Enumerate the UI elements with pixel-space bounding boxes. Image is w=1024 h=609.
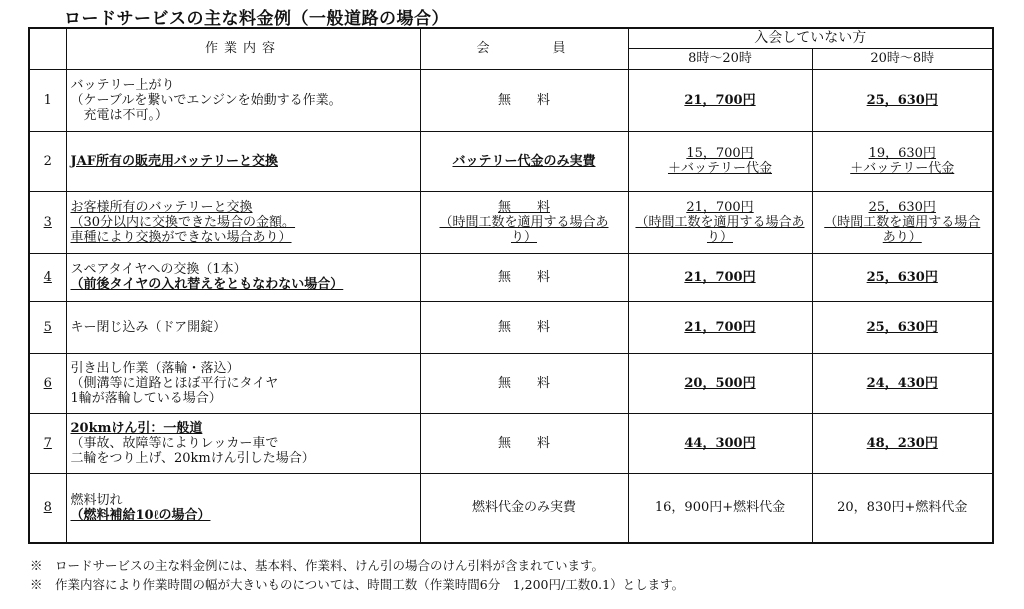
table-row [29, 69, 993, 131]
row-day [628, 69, 812, 131]
row-no: 7 [29, 413, 66, 473]
work-line: JAF所有の販売用バッテリーと交換 [70, 153, 278, 169]
work-line: 燃料切れ [70, 492, 123, 508]
work-line: 20kmけん引：一般道 [70, 420, 203, 436]
row-no: 6 [29, 353, 66, 413]
work-line: 1輪が落輪している場合） [70, 390, 222, 406]
row-night [812, 69, 993, 131]
night-fee: 25，630円 [866, 269, 938, 285]
night-fee-extra: ＋バッテリー代金 [850, 161, 955, 176]
work-line: （事故、故障等によりレッカー車で [70, 435, 279, 451]
row-work [66, 473, 420, 543]
row-work [66, 413, 420, 473]
member-fee: 燃料代金のみ実費 [471, 500, 576, 516]
table-row [29, 353, 993, 413]
work-line: お客様所有のバッテリーと交換 [70, 199, 253, 215]
table-row [29, 131, 993, 191]
row-member [420, 191, 628, 253]
row-member [420, 253, 628, 301]
row-member [420, 413, 628, 473]
row-work [66, 353, 420, 413]
day-fee-extra: ＋バッテリー代金 [667, 161, 772, 176]
table-row [29, 191, 993, 253]
member-fee: 無 料 [497, 319, 550, 335]
header-work: 作業内容 [66, 28, 420, 69]
header-member: 会 員 [420, 28, 628, 69]
row-day [628, 191, 812, 253]
fee-table [28, 27, 994, 544]
work-line: （前後タイヤの入れ替えをともなわない場合） [70, 277, 344, 292]
row-day [628, 413, 812, 473]
row-night [812, 353, 993, 413]
work-line: スペアタイヤへの交換（1本） [70, 262, 247, 277]
row-work [66, 301, 420, 353]
row-member [420, 131, 628, 191]
work-line: （燃料補給10ℓの場合） [70, 507, 211, 523]
member-note: り） [510, 229, 537, 245]
row-day [628, 353, 812, 413]
row-night [812, 191, 993, 253]
header-night: 20時～8時 [812, 48, 993, 69]
day-fee: 16，900円+燃料代金 [654, 500, 786, 516]
work-line: （ケーブルを繋いでエンジンを始動する作業。 [70, 92, 342, 108]
work-line: 引き出し作業（落輪・落込） [70, 360, 240, 376]
row-no: 1 [29, 69, 66, 131]
work-line: 充電は不可。） [70, 107, 169, 123]
night-fee: 19，630円 [868, 146, 936, 161]
night-note: （時間工数を適用する場合 [824, 214, 981, 230]
row-night [812, 253, 993, 301]
row-member [420, 301, 628, 353]
row-night [812, 131, 993, 191]
row-day [628, 253, 812, 301]
row-member [420, 69, 628, 131]
day-fee: 15，700円 [686, 146, 754, 161]
work-line: キー閉じ込み（ドア開錠） [70, 319, 227, 335]
work-line: 車種により交換ができない場合あり） [70, 229, 292, 245]
row-member [420, 473, 628, 543]
work-line: （30分以内に交換できた場合の金額。 [70, 214, 296, 230]
table-row [29, 413, 993, 473]
work-line: （側溝等に道路とほぼ平行にタイヤ [70, 375, 279, 391]
day-note: り） [706, 229, 733, 245]
footnote: ※ 作業内容により作業時間の幅が大きいものについては、時間工数（作業時間6分 1,200円/工数0.1）とします。 [30, 577, 685, 592]
night-fee: 25，630円 [866, 92, 938, 108]
member-fee: 無 料 [497, 199, 550, 215]
row-member [420, 353, 628, 413]
night-fee: 48，230円 [866, 435, 938, 451]
row-work [66, 131, 420, 191]
work-line: 二輪をつり上げ、20kmけん引した場合） [70, 450, 315, 466]
member-fee: 無 料 [497, 92, 550, 108]
night-fee: 20，830円+燃料代金 [837, 500, 968, 516]
row-night [812, 473, 993, 543]
row-no: 2 [29, 131, 66, 191]
table-row [29, 253, 993, 301]
row-no: 8 [29, 473, 66, 543]
day-fee: 21，700円 [684, 269, 756, 285]
header-no [29, 28, 66, 69]
row-night [812, 301, 993, 353]
footnote: ※ ロードサービスの主な料金例には、基本料、作業料、けん引の場合のけん引料が含まれています。 [30, 558, 605, 573]
member-fee: 無 料 [497, 375, 550, 391]
member-fee: バッテリー代金のみ実費 [452, 153, 596, 169]
night-note: あり） [882, 229, 922, 245]
row-no: 3 [29, 191, 66, 253]
day-fee: 44，300円 [684, 435, 756, 451]
row-night [812, 413, 993, 473]
row-work [66, 69, 420, 131]
page-title: ロードサービスの主な料金例（一般道路の場合） [64, 9, 449, 29]
table-row [29, 301, 993, 353]
day-fee: 21，700円 [684, 319, 756, 335]
table-row [29, 473, 993, 543]
row-day [628, 301, 812, 353]
day-fee: 20，500円 [684, 375, 756, 391]
night-fee: 25，630円 [868, 199, 936, 215]
night-fee: 24，430円 [866, 375, 938, 391]
header-day: 8時～20時 [628, 48, 812, 69]
row-no: 5 [29, 301, 66, 353]
day-note: （時間工数を適用する場合あ [635, 214, 805, 230]
day-fee: 21，700円 [684, 92, 756, 108]
member-note: （時間工数を適用する場合あ [439, 214, 609, 230]
work-line: バッテリー上がり [70, 77, 175, 93]
row-day [628, 131, 812, 191]
member-fee: 無 料 [497, 269, 550, 285]
member-fee: 無 料 [497, 435, 550, 451]
row-no: 4 [29, 253, 66, 301]
footnotes [30, 556, 684, 594]
day-fee: 21，700円 [686, 199, 754, 215]
row-day [628, 473, 812, 543]
row-work [66, 253, 420, 301]
night-fee: 25，630円 [866, 319, 938, 335]
row-work [66, 191, 420, 253]
header-nonmember: 入会していない方 [628, 28, 993, 48]
